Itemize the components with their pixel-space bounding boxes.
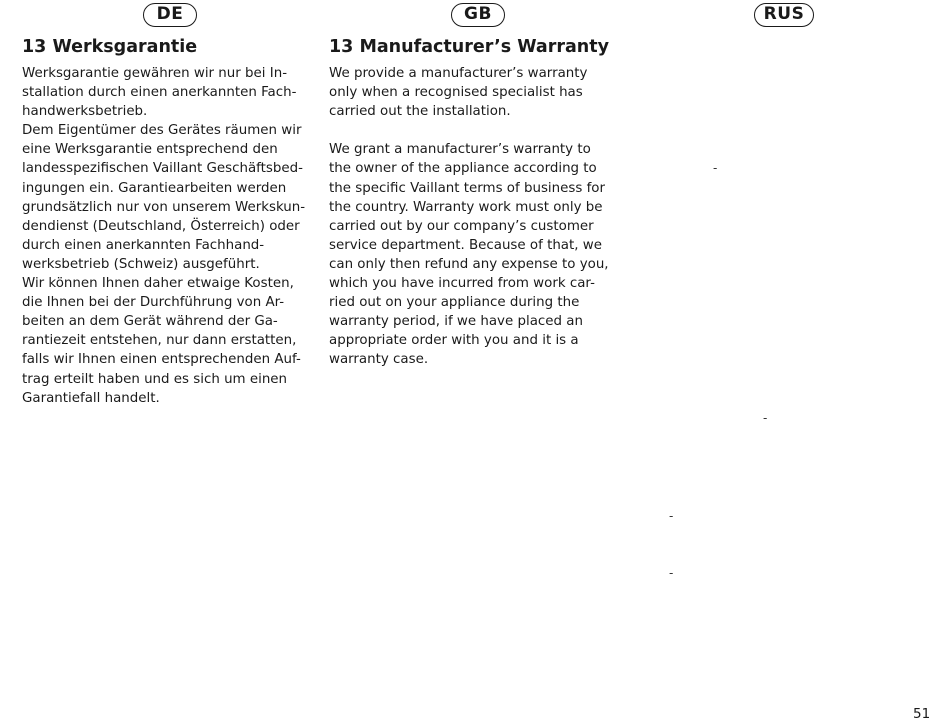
text-line: Werksgarantie gewähren wir nur bei In-	[22, 66, 288, 81]
german-column	[22, 35, 322, 408]
text-line: warranty case.	[329, 352, 429, 368]
text-line: durch einen anerkannten Fachhand-	[22, 237, 265, 253]
text-line: appropriate order with you and it is a	[329, 333, 579, 349]
text-line: Dem Eigentümer des Gerätes räumen wir	[22, 123, 302, 139]
text-line: We grant a manufacturer’s warranty to	[329, 142, 591, 158]
text-line: which you have incurred from work car-	[329, 276, 595, 292]
text-line: landesspezifischen Vaillant Geschäftsbed-	[22, 161, 303, 177]
russian-column-hyphen: -	[713, 161, 718, 175]
text-line: ingungen ein. Garantiearbeiten werden	[22, 180, 287, 196]
language-badge-gb: GB	[451, 3, 505, 27]
text-line: only when a recognised specialist has	[329, 85, 583, 101]
text-line: rantiezeit entstehen, nur dann erstatten,	[22, 333, 297, 349]
text-line: eine Werksgarantie entsprechend den	[22, 142, 278, 158]
text-line: ried out on your appliance during the	[329, 295, 580, 311]
text-line: service department. Because of that, we	[329, 237, 602, 253]
english-body-text	[329, 64, 629, 370]
russian-column-hyphen: -	[669, 509, 674, 523]
text-line: stallation durch einen anerkannten Fach-	[22, 85, 297, 101]
text-line: can only then refund any expense to you,	[329, 256, 609, 272]
text-line: grundsätzlich nur von unserem Werkskun-	[22, 199, 306, 215]
text-line: trag erteilt haben und es sich um einen	[22, 371, 288, 387]
text-line: dendienst (Deutschland, Österreich) oder	[22, 218, 300, 234]
text-line: die Ihnen bei der Durchführung von Ar-	[22, 295, 285, 311]
text-line: handwerksbetrieb.	[22, 104, 148, 120]
text-line: werksbetrieb (Schweiz) ausgeführt.	[22, 256, 260, 272]
language-badge-rus: RUS	[754, 3, 814, 27]
german-section-title: 13 Werksgarantie	[22, 37, 198, 57]
text-line: warranty period, if we have placed an	[329, 314, 583, 330]
text-line: carried out the installation.	[329, 104, 511, 120]
english-column	[329, 35, 629, 370]
text-line	[329, 121, 629, 140]
text-line: falls wir Ihnen einen entsprechenden Auf-	[22, 352, 301, 368]
text-line: Wir können Ihnen daher etwaige Kosten,	[22, 276, 294, 292]
text-line: the owner of the appliance according to	[329, 161, 597, 177]
text-line: beiten an dem Gerät während der Ga-	[22, 314, 278, 330]
russian-column-hyphen: -	[669, 566, 674, 580]
german-body-text	[22, 64, 322, 408]
page-number: 51	[913, 706, 931, 722]
text-line: Garantiefall handelt.	[22, 390, 160, 406]
text-line: We provide a manufacturer’s warranty	[329, 66, 588, 81]
language-badge-de: DE	[143, 3, 197, 27]
text-line: the country. Warranty work must only be	[329, 199, 603, 215]
english-section-title: 13 Manufacturer’s Warranty	[329, 37, 610, 57]
text-line: carried out by our company’s customer	[329, 218, 594, 234]
russian-column-hyphen: -	[763, 411, 768, 425]
text-line: the specific Vaillant terms of business for	[329, 180, 605, 196]
